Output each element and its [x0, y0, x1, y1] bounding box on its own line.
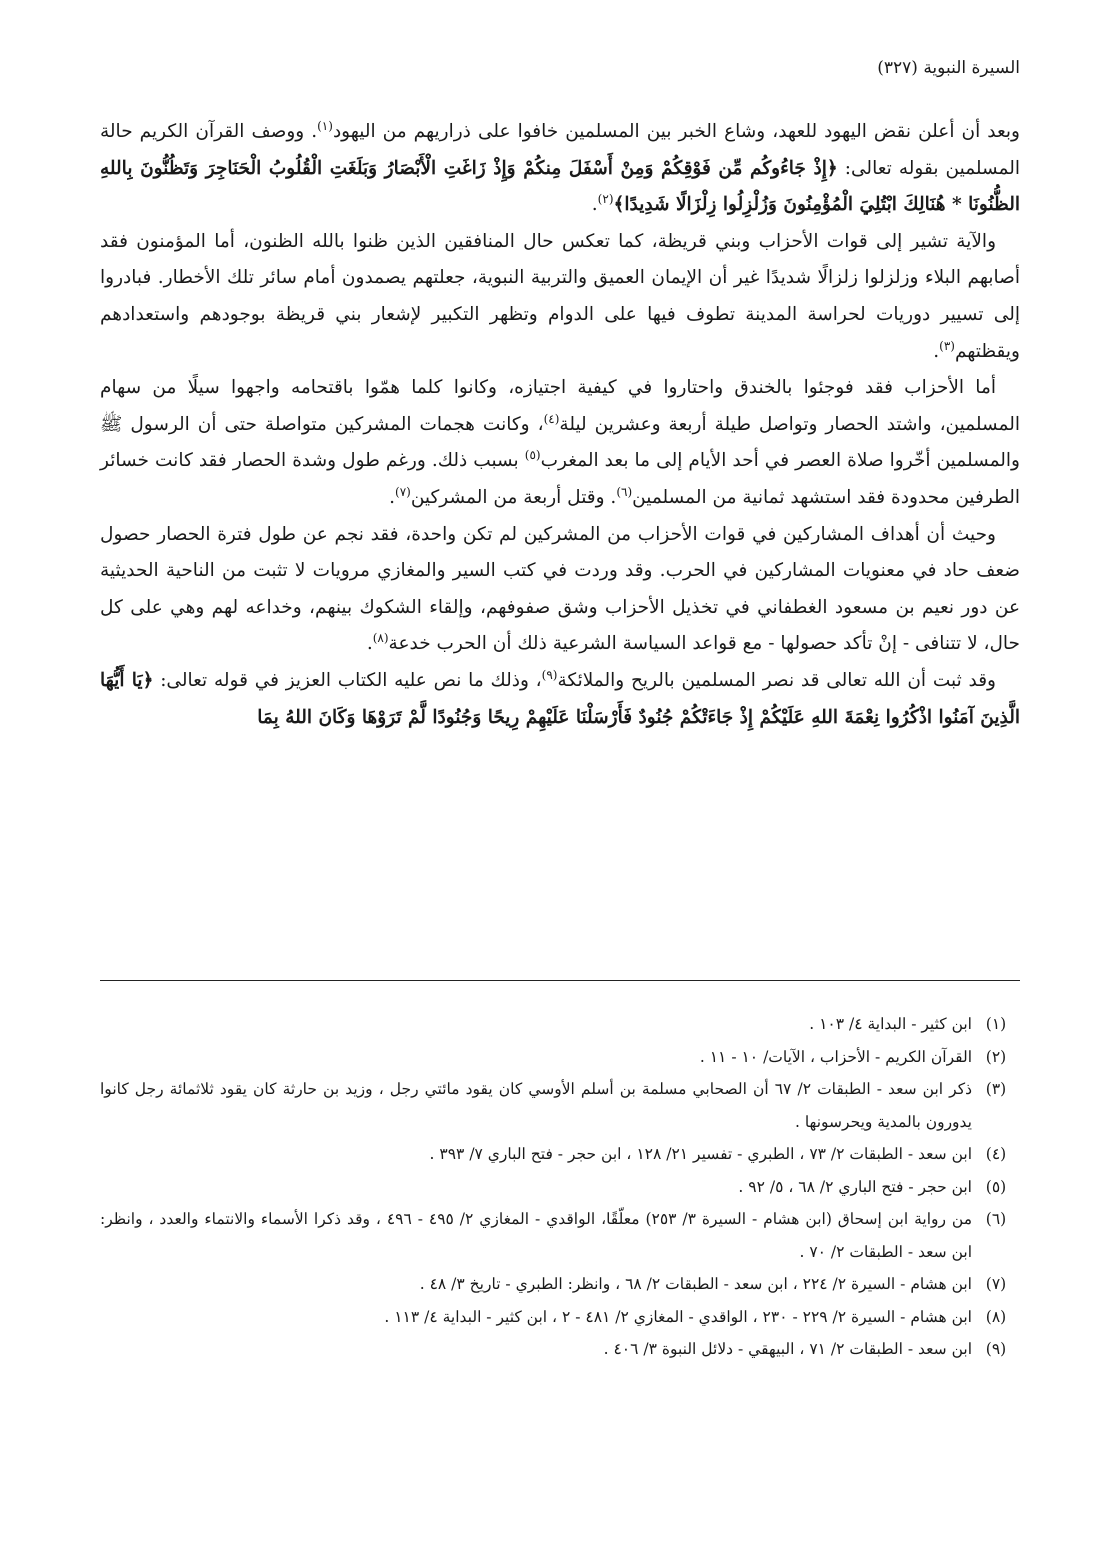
footnote-ref: (١) [317, 118, 333, 133]
footnote-text: من رواية ابن إسحاق (ابن هشام - السيرة ٣/ ٢٥٣) معلّقًا، الواقدي - المغازي ٢/ ٤٩٥ - ٤٩٦ ، وقد ذكرا الأسماء والانتماء والعدد ، وانظر: ابن سعد - الطبقات ٢/ ٧٠ . [100, 1210, 972, 1261]
footnote-item [100, 1171, 1020, 1204]
footnote-ref: (٤) [543, 411, 560, 426]
footnote-item [100, 1333, 1020, 1366]
footnote-number: (٢) [985, 1047, 1007, 1066]
footnote-text: ابن حجر - فتح الباري ٢/ ٦٨ ، ٥/ ٩٢ . [738, 1177, 972, 1196]
footnote-item [100, 1301, 1020, 1334]
footnote-item [100, 1268, 1020, 1301]
page [100, 50, 1020, 1530]
footnote-text: القرآن الكريم - الأحزاب ، الآيات/ ١٠ - ١١ . [699, 1047, 972, 1066]
paragraph-3: أما الأحزاب فقد فوجئوا بالخندق واحتاروا في كيفية اجتيازه، وكانوا كلما همّوا باقتحامه واجهوا سيلًا من سهام المسلمين، واشتد الحصار وتواصل طيلة أربعة وعشرين ليلة$^{(٤)}$، وكانت هجمات المشركين متواصلة حتى أن الرسول ﷺ والمسلمين أخّروا صلاة العصر في أحد الأيام إلى ما بعد المغرب$^{(٥)}$ بسبب ذلك. ورغم طول وشدة الحصار فقد كانت خسائر الطرفين محدودة فقد استشهد ثمانية من المسلمين$^{(٦)}$. وقتل أربعة من المشركين$^{(٧)}$. [100, 377, 1021, 508]
footnote-number: (١) [985, 1015, 1007, 1033]
paragraph-5: وقد ثبت أن الله تعالى قد نصر المسلمين بالريح والملائكة$^{(٩)}$، وذلك ما نص عليه الكتاب العزيز في قوله تعالى: ﴿يَا أَيُّهَا الَّذِينَ آمَنُوا اذْكُرُوا نِعْمَةَ اللهِ عَلَيْكُمْ إِذْ جَاءَتْكُمْ جُنُودٌ فَأَرْسَلْنَا عَلَيْهِمْ رِيحًا وَجُنُودًا لَّمْ تَرَوْهَا وَكَانَ اللهُ بِمَا [100, 667, 1020, 728]
footnote-number: (٨) [985, 1307, 1007, 1326]
footnote-number: (٦) [985, 1210, 1007, 1228]
footnote-text: ابن كثير - البداية ٤/ ١٠٣ . [809, 1015, 972, 1033]
quran-verse: ﴿يَا أَيُّهَا الَّذِينَ آمَنُوا اذْكُرُوا نِعْمَةَ اللهِ عَلَيْكُمْ إِذْ جَاءَتْكُمْ جُنُودٌ فَأَرْسَلْنَا عَلَيْهِمْ رِيحًا وَجُنُودًا لَّمْ تَرَوْهَا وَكَانَ اللهُ بِمَا [100, 669, 1020, 728]
footnote-ref: (٩) [541, 667, 558, 682]
quran-verse: ﴿إِذْ جَاءُوكُم مِّن فَوْقِكُمْ وَمِنْ أَسْفَلَ مِنكُمْ وَإِذْ زَاغَتِ الْأَبْصَارُ وَبَلَغَتِ الْقُلُوبُ الْحَنَاجِرَ وَتَظُنُّونَ بِاللهِ الظُّنُونَا * هُنَالِكَ ابْتُلِيَ الْمُؤْمِنُونَ وَزُلْزِلُوا زِلْزَالًا شَدِيدًا﴾ [100, 157, 1020, 216]
footnote-item [100, 1138, 1020, 1171]
footnote-number: (٣) [985, 1080, 1007, 1098]
footnote-ref: (٦) [616, 484, 633, 499]
footnote-ref: (٣) [939, 338, 955, 353]
footnote-ref: (٨) [372, 631, 389, 646]
footnotes [100, 1008, 1020, 1366]
running-header [100, 50, 1020, 86]
footnote-ref: (٢) [597, 192, 614, 207]
footnote-ref: (٥) [524, 448, 541, 463]
footnote-item [100, 1203, 1020, 1268]
paragraph-2: والآية تشير إلى قوات الأحزاب وبني قريظة، كما تعكس حال المنافقين الذين ظنوا بالله الظنون، أما المؤمنون فقد أصابهم البلاء وزلزلوا زلزالًا شديدًا غير أن الإيمان العميق والتربية النبوية، جعلتهم يصمدون أمام سائر تلك الأخطار. فبادروا إلى تسيير دوريات لحراسة المدينة تطوف فيها على الدوام وتظهر التكبير لإشعار بني قريظة بوجودهم واستعدادهم ويقظتهم$^{(٣)}$. [100, 230, 1020, 362]
header-title: السيرة النبوية [923, 58, 1020, 78]
footnote-number: (٥) [985, 1177, 1007, 1196]
footnote-text: ابن هشام - السيرة ٢/ ٢٢٩ - ٢٣٠ ، الواقدي - المغازي ٢/ ٤٨١ - ٢ ، ابن كثير - البداية ٤/ ١١٣ . [384, 1307, 972, 1326]
main-text [100, 114, 1020, 736]
paragraph-1: وبعد أن أعلن نقض اليهود للعهد، وشاع الخبر بين المسلمين خافوا على ذراريهم من اليهود$^{(١)}$. ووصف القرآن الكريم حالة المسلمين بقوله تعالى: ﴿إِذْ جَاءُوكُم مِّن فَوْقِكُمْ وَمِنْ أَسْفَلَ مِنكُمْ وَإِذْ زَاغَتِ الْأَبْصَارُ وَبَلَغَتِ الْقُلُوبُ الْحَنَاجِرَ وَتَظُنُّونَ بِاللهِ الظُّنُونَا * هُنَالِكَ ابْتُلِيَ الْمُؤْمِنُونَ وَزُلْزِلُوا زِلْزَالًا شَدِيدًا﴾$^{(٢)}$. [100, 118, 1020, 216]
footnote-number: (٩) [985, 1340, 1007, 1358]
footnote-separator [100, 980, 1020, 981]
footnote-text: ابن سعد - الطبقات ٢/ ٧٣ ، الطبري - تفسير ٢١/ ١٢٨ ، ابن حجر - فتح الباري ٧/ ٣٩٣ . [429, 1145, 972, 1163]
footnote-text: ابن سعد - الطبقات ٢/ ٧١ ، البيهقي - دلائل النبوة ٣/ ٤٠٦ . [603, 1340, 972, 1358]
footnote-item [100, 1073, 1020, 1138]
footnote-number: (٧) [985, 1275, 1007, 1293]
header-page-number: (٣٢٧) [877, 58, 918, 78]
footnote-text: ابن هشام - السيرة ٢/ ٢٢٤ ، ابن سعد - الطبقات ٢/ ٦٨ ، وانظر: الطبري - تاريخ ٣/ ٤٨ . [419, 1275, 972, 1293]
footnote-item [100, 1041, 1020, 1074]
footnote-number: (٤) [985, 1145, 1007, 1163]
footnote-text: ذكر ابن سعد - الطبقات ٢/ ٦٧ أن الصحابي مسلمة بن أسلم الأوسي كان يقود مائتي رجل ، وزيد بن حارثة كان يقود ثلاثمائة رجل كانوا يدورون بالمدية ويحرسونها . [100, 1080, 972, 1131]
footnote-ref: (٧) [395, 484, 411, 499]
footnote-item [100, 1008, 1020, 1041]
paragraph-4: وحيث أن أهداف المشاركين في قوات الأحزاب من المشركين لم تكن واحدة، فقد نجم عن طول فترة الحصار حصول ضعف حاد في معنويات المشاركين في الحرب. وقد وردت في كتب السير والمغازي مرويات لا تثبت من الناحية الحديثية عن دور نعيم بن مسعود الغطفاني في تخذيل الأحزاب وشق صفوفهم، وإلقاء الشكوك بينهم، وخداعه لهم وهي على كل حال، لا تتنافى - إنْ تأكد حصولها - مع قواعد السياسة الشرعية ذلك أن الحرب خدعة$^{(٨)}$. [100, 523, 1020, 655]
